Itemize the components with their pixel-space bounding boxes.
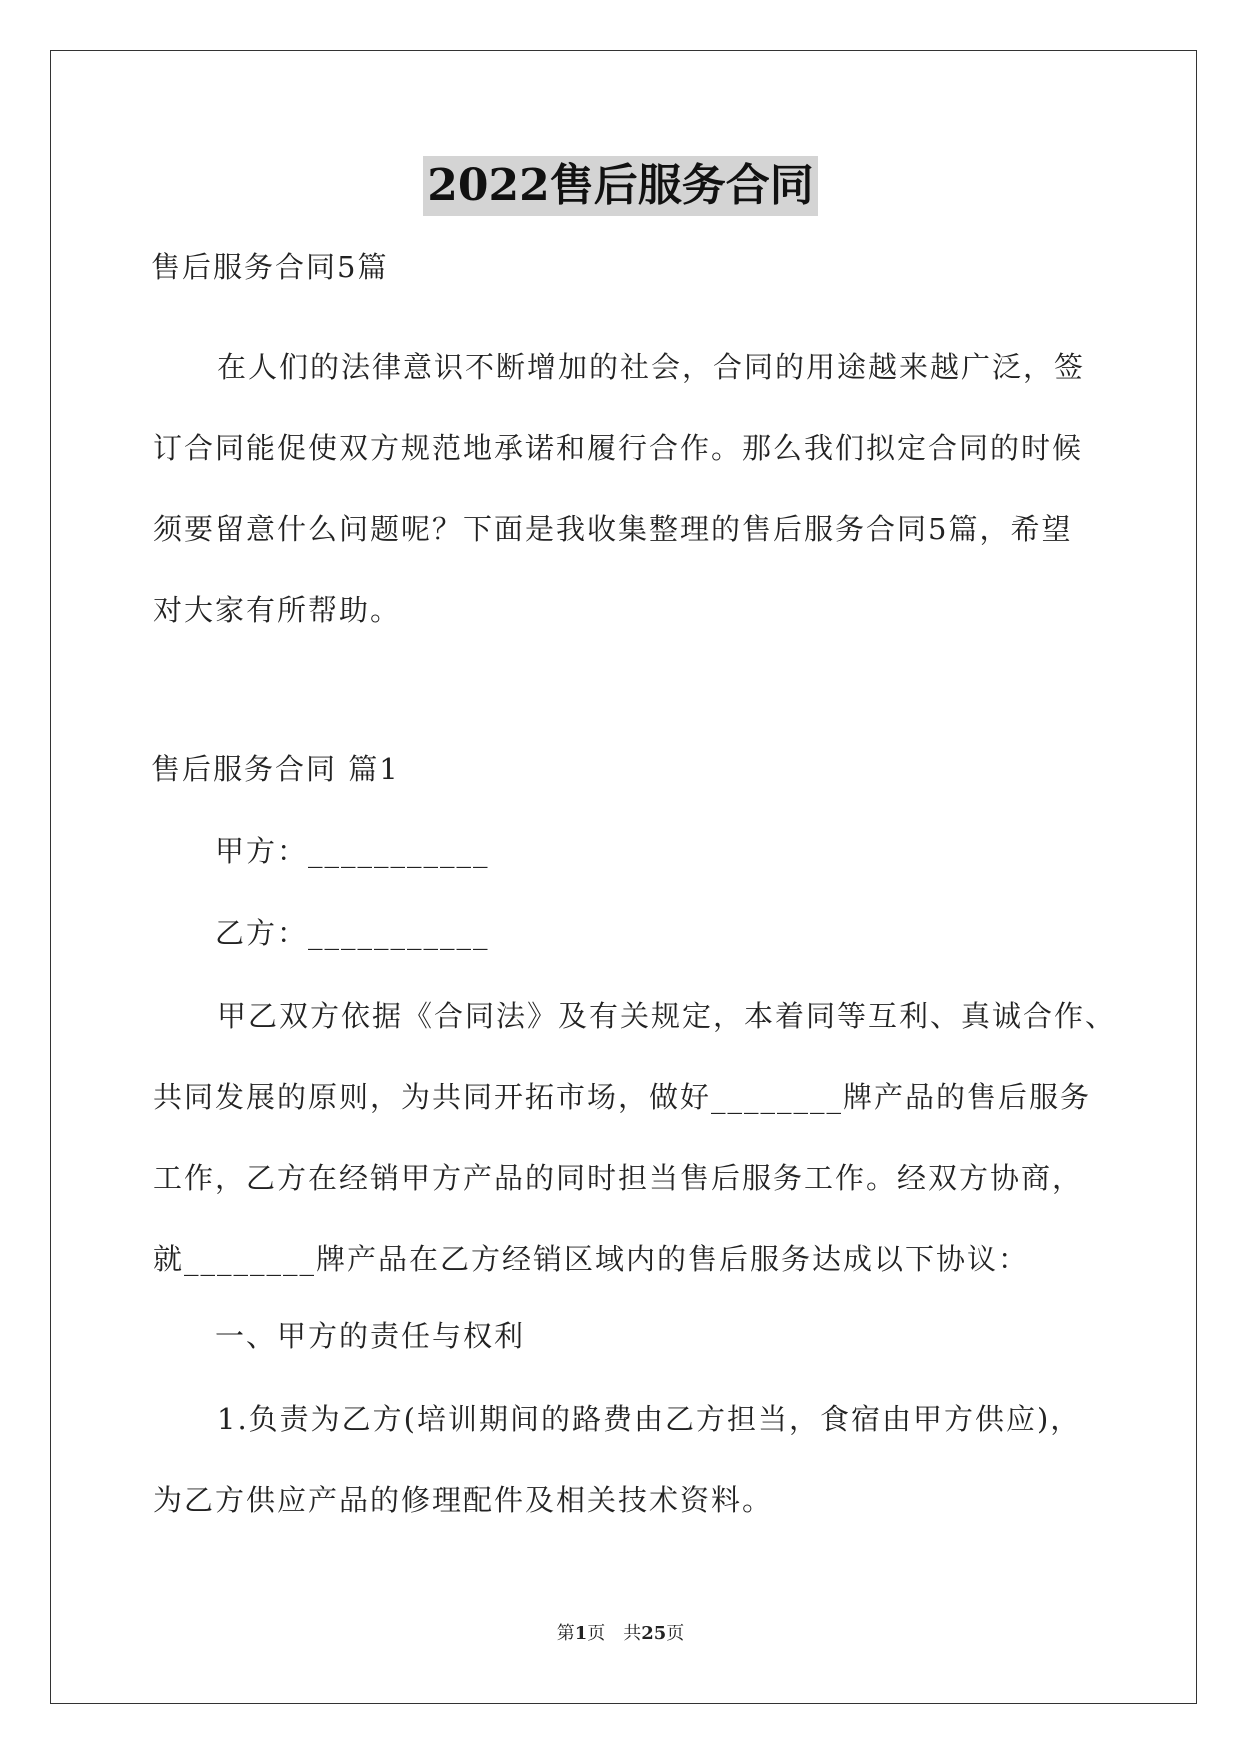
- page-footer: [0, 1622, 1241, 1646]
- footer-page-number: 1: [574, 1623, 588, 1644]
- footer-total-pages: 25: [641, 1623, 667, 1644]
- footer-prefix: 第: [556, 1623, 575, 1644]
- footer-mid: 页 共: [587, 1623, 642, 1644]
- intro-line: 须要留意什么问题呢？下面是我收集整理的售后服务合同5篇，希望: [153, 512, 1073, 546]
- clause-line: 1.负责为乙方(培训期间的路费由乙方担当，食宿由甲方供应)，: [217, 1402, 1082, 1436]
- intro-paragraph: [153, 327, 1113, 651]
- intro-line: 对大家有所帮助。: [153, 593, 402, 627]
- title-container: [0, 156, 1241, 216]
- intro-line: 订合同能促使双方规范地承诺和履行合作。那么我们拟定合同的时候: [153, 431, 1084, 465]
- body-line: 工作，乙方在经销甲方产品的同时担当售后服务工作。经双方协商，: [153, 1161, 1084, 1195]
- footer-suffix: 页: [666, 1623, 685, 1644]
- intro-line: 在人们的法律意识不断增加的社会，合同的用途越来越广泛，签: [217, 350, 1086, 384]
- clause-heading: 一、甲方的责任与权利: [215, 1319, 526, 1353]
- clause-paragraph: [153, 1379, 1113, 1541]
- body-line: 共同发展的原则，为共同开拓市场，做好________牌产品的售后服务: [153, 1080, 1092, 1114]
- document-title: 2022售后服务合同: [423, 156, 817, 216]
- body-paragraph: [153, 976, 1117, 1300]
- document-subtitle: 售后服务合同5篇: [151, 250, 389, 284]
- body-line: 甲乙双方依据《合同法》及有关规定，本着同等互利、真诚合作、: [217, 999, 1117, 1033]
- body-line: 就________牌产品在乙方经销区域内的售后服务达成以下协议：: [153, 1242, 1030, 1276]
- clause-line: 为乙方供应产品的修理配件及相关技术资料。: [153, 1483, 774, 1517]
- party-a-line: 甲方：___________: [215, 834, 490, 868]
- section-heading: 售后服务合同 篇1: [151, 752, 400, 786]
- party-b-line: 乙方：___________: [215, 916, 490, 950]
